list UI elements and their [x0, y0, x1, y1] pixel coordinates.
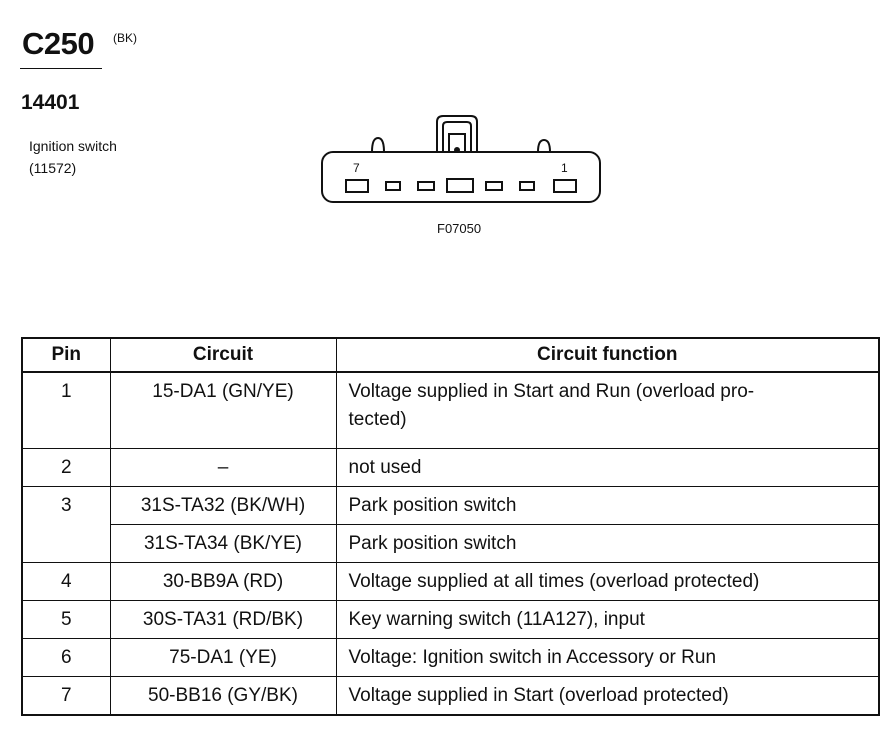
header-function: Circuit function: [336, 338, 879, 372]
cavity-6: [386, 182, 400, 190]
connector-color: (BK): [113, 31, 137, 45]
function-cell: Voltage supplied in Start (overload protected): [336, 677, 879, 716]
cavity-7: [346, 180, 368, 192]
connector-face-diagram: [318, 112, 604, 208]
table-row: [22, 563, 879, 601]
circuit-cell: 50-BB16 (GY/BK): [110, 677, 336, 716]
table-row: [22, 639, 879, 677]
connector-bump-right: [538, 140, 550, 152]
function-cell: not used: [336, 449, 879, 487]
pin-cell: 2: [22, 449, 110, 487]
header-pin: Pin: [22, 338, 110, 372]
circuit-cell: 75-DA1 (YE): [110, 639, 336, 677]
circuit-cell: 15-DA1 (GN/YE): [110, 372, 336, 449]
function-line: Voltage supplied in Start and Run (overload pro-: [348, 381, 755, 402]
cavity-3: [486, 182, 502, 190]
figure-id: F07050: [437, 221, 482, 236]
cavity-4: [447, 179, 473, 192]
component-name: Ignition switch: [29, 138, 117, 154]
header-circuit: Circuit: [110, 338, 336, 372]
circuit-cell: 31S-TA34 (BK/YE): [110, 525, 336, 563]
table-row: [22, 449, 879, 487]
pin-table: [21, 337, 880, 716]
component-number: (11572): [29, 160, 77, 176]
pin-cell: 5: [22, 601, 110, 639]
function-line: tected): [348, 409, 407, 430]
cavity-5: [418, 182, 434, 190]
function-cell: Voltage supplied at all times (overload protected): [336, 563, 879, 601]
cavity-1: [554, 180, 576, 192]
circuit-cell: 31S-TA32 (BK/WH): [110, 487, 336, 525]
circuit-cell: 30S-TA31 (RD/BK): [110, 601, 336, 639]
function-cell: Park position switch: [336, 487, 879, 525]
part-number: 14401: [21, 91, 80, 114]
pin-cell: 3: [22, 487, 110, 563]
pin-label-right: 1: [561, 161, 568, 175]
pin-cell: 6: [22, 639, 110, 677]
table-row: [22, 601, 879, 639]
function-cell: Park position switch: [336, 525, 879, 563]
circuit-cell: –: [110, 449, 336, 487]
function-cell: [336, 372, 879, 449]
circuit-cell: 30-BB9A (RD): [110, 563, 336, 601]
table-row: [22, 372, 879, 449]
table-row: [22, 487, 879, 525]
table-row: [22, 525, 879, 563]
pin-cell: 4: [22, 563, 110, 601]
pin-cell: 7: [22, 677, 110, 716]
connector-body: [322, 152, 600, 202]
pin-label-left: 7: [353, 161, 360, 175]
table-header-row: [22, 338, 879, 372]
connector-id: C250: [22, 26, 95, 61]
title-underline: [20, 68, 102, 69]
pin-cell: 1: [22, 372, 110, 449]
table-row: [22, 677, 879, 716]
function-cell: Key warning switch (11A127), input: [336, 601, 879, 639]
connector-bump-left: [372, 138, 384, 152]
cavity-2: [520, 182, 534, 190]
function-cell: Voltage: Ignition switch in Accessory or Run: [336, 639, 879, 677]
